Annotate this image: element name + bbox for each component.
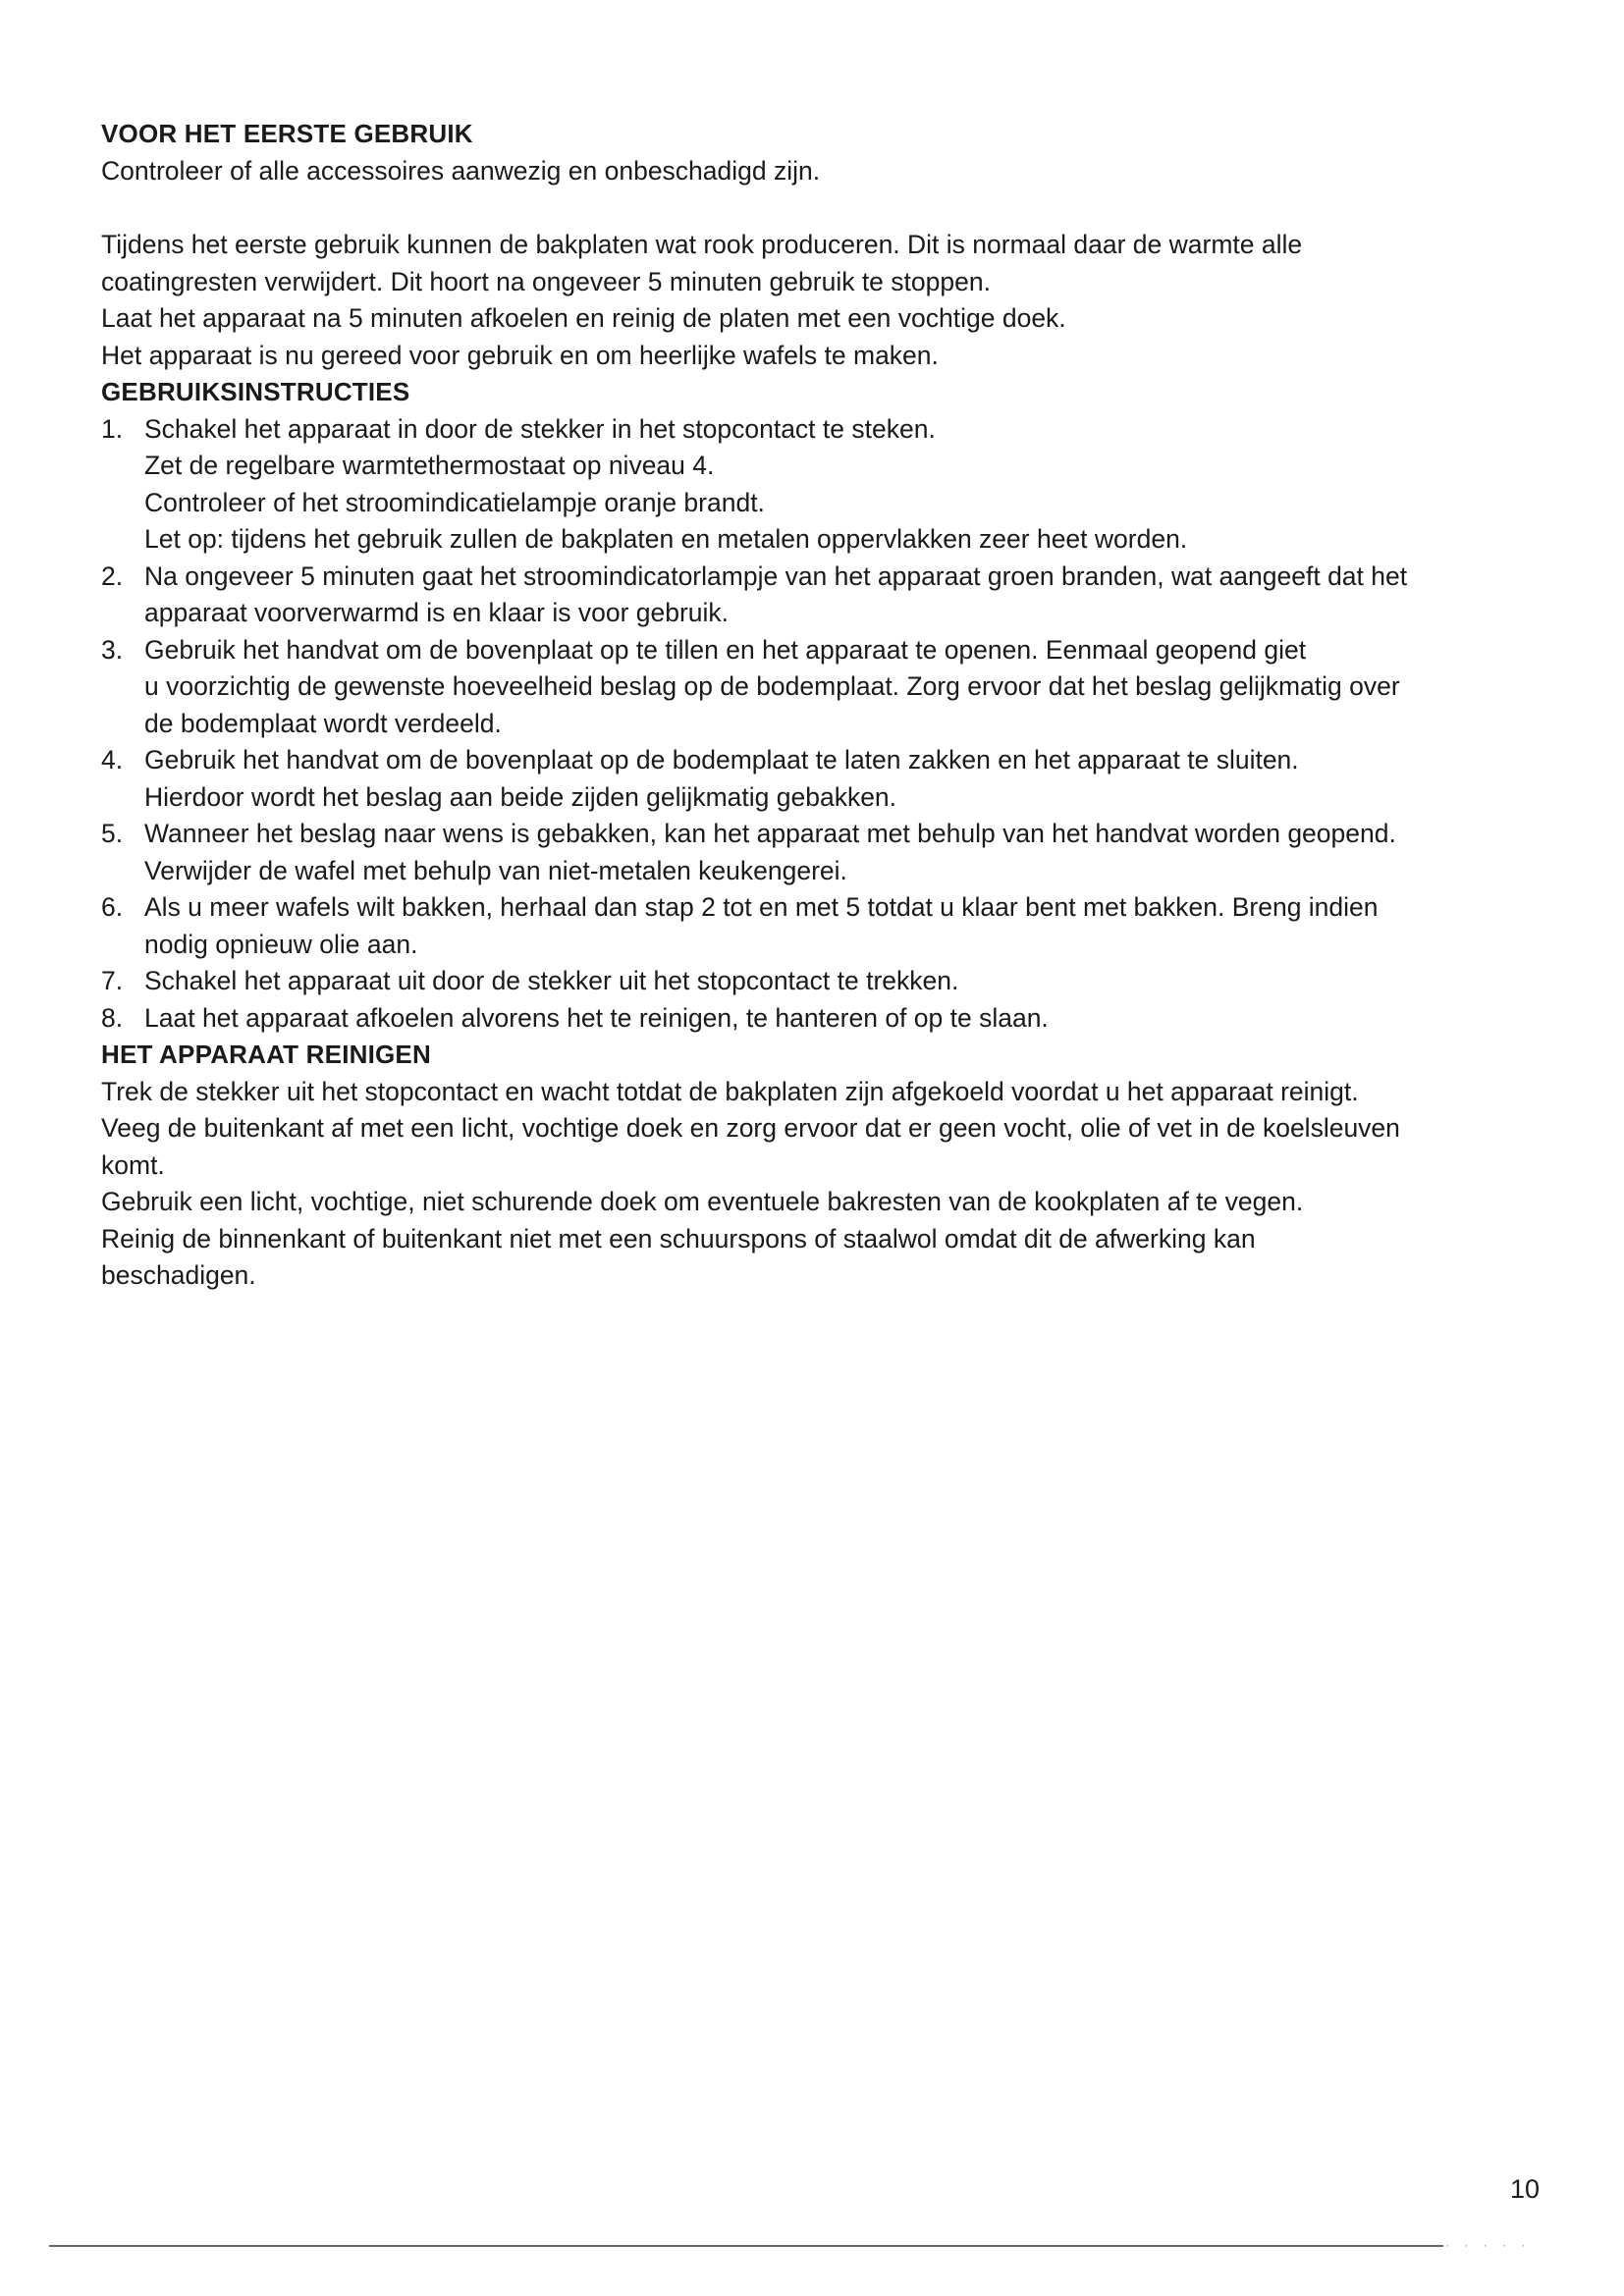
first-use-paragraph-smoke [101,227,1554,374]
step-line: apparaat voorverwarmd is en klaar is voor gebruik. [144,598,730,627]
instruction-step [101,632,1554,743]
step-line: Gebruik het handvat om de bovenplaat op te tillen en het apparaat te openen. Eenmaal geopend giet [144,634,1307,665]
instruction-step [101,742,1554,816]
step-line: Controleer of het stroomindicatielampje oranje brandt. [144,487,765,517]
cleaning-paragraph [101,1074,1554,1295]
step-line: de bodemplaat wordt verdeeld. [144,708,502,738]
section-heading-instructions: GEBRUIKSINSTRUCTIES [101,377,410,406]
step-line: Schakel het apparaat uit door de stekker uit het stopcontact te trekken. [144,966,959,995]
step-number: 7. [101,966,124,995]
text-line: beschadigen. [101,1260,256,1290]
footer-decoration: · · · · · [1445,2238,1532,2252]
text-line: coatingresten verwijdert. Dit hoort na ongeveer 5 minuten gebruik te stoppen. [101,266,991,296]
step-number: 5. [101,819,124,848]
instruction-step [101,963,1554,1000]
section-heading-cleaning: HET APPARAAT REINIGEN [101,1040,431,1069]
text-line: Reinig de binnenkant of buitenkant niet met een schuurspons of staalwol omdat dit de afwerking kan [101,1223,1256,1254]
step-line: u voorzichtig de gewenste hoeveelheid beslag op de bodemplaat. Zorg ervoor dat het beslag gelijkmatig over [144,671,1400,701]
step-number: 6. [101,892,124,922]
section-heading-first-use: VOOR HET EERSTE GEBRUIK [101,119,473,148]
page-number: 10 [1509,2174,1540,2204]
step-line: Gebruik het handvat om de bovenplaat op de bodemplaat te laten zakken en het apparaat te sluiten. [144,745,1299,774]
page-content [101,116,1554,1295]
step-number: 8. [101,1002,124,1033]
step-number: 1. [101,413,124,444]
step-line: Schakel het apparaat in door de stekker in het stopcontact te steken. [144,413,936,444]
footer-divider [49,2245,1443,2247]
step-line: Laat het apparaat afkoelen alvorens het te reinigen, te hanteren of op te slaan. [144,1002,1049,1033]
step-number: 4. [101,745,124,774]
step-line: Als u meer wafels wilt bakken, herhaal dan stap 2 tot en met 5 totdat u klaar bent met bakken. Breng indien [144,892,1379,922]
step-line: Hierdoor wordt het beslag aan beide zijden gelijkmatig gebakken. [144,781,897,812]
step-line: Na ongeveer 5 minuten gaat het stroomindicatorlampje van het apparaat groen branden, wat aangeeft dat het [144,561,1408,591]
step-number: 3. [101,634,124,665]
instruction-step [101,411,1554,559]
instruction-steps-list [101,411,1554,1038]
text-line: Veeg de buitenkant af met een licht, vochtige doek en zorg ervoor dat er geen vocht, olie of vet in de koelsleuven [101,1113,1400,1143]
first-use-paragraph-accessories: Controleer of alle accessoires aanwezig en onbeschadigd zijn. [101,155,821,186]
step-line: Let op: tijdens het gebruik zullen de bakplaten en metalen oppervlakken zeer heet worden. [144,524,1188,554]
instruction-step [101,1000,1554,1038]
step-number: 2. [101,561,124,591]
text-line: Laat het apparaat na 5 minuten afkoelen en reinig de platen met een vochtige doek. [101,303,1066,333]
text-line: komt. [101,1149,165,1180]
step-line: Zet de regelbare warmtethermostaat op niveau 4. [144,451,715,480]
step-line: Wanneer het beslag naar wens is gebakken, kan het apparaat met behulp van het handvat worden geopend. [144,819,1396,848]
step-line: Verwijder de wafel met behulp van niet-metalen keukengerei. [144,855,847,885]
text-line: Trek de stekker uit het stopcontact en wacht totdat de bakplaten zijn afgekoeld voordat u het apparaat reinigt. [101,1076,1359,1106]
instruction-step [101,816,1554,889]
text-line: Gebruik een licht, vochtige, niet schurende doek om eventuele bakresten van de kookplaten af te vegen. [101,1187,1304,1216]
instruction-step [101,559,1554,632]
step-line: nodig opnieuw olie aan. [144,929,418,959]
instruction-step [101,889,1554,963]
text-line: Het apparaat is nu gereed voor gebruik en om heerlijke wafels te maken. [101,340,939,370]
text-line: Tijdens het eerste gebruik kunnen de bakplaten wat rook produceren. Dit is normaal daar de warmte alle [101,230,1303,259]
